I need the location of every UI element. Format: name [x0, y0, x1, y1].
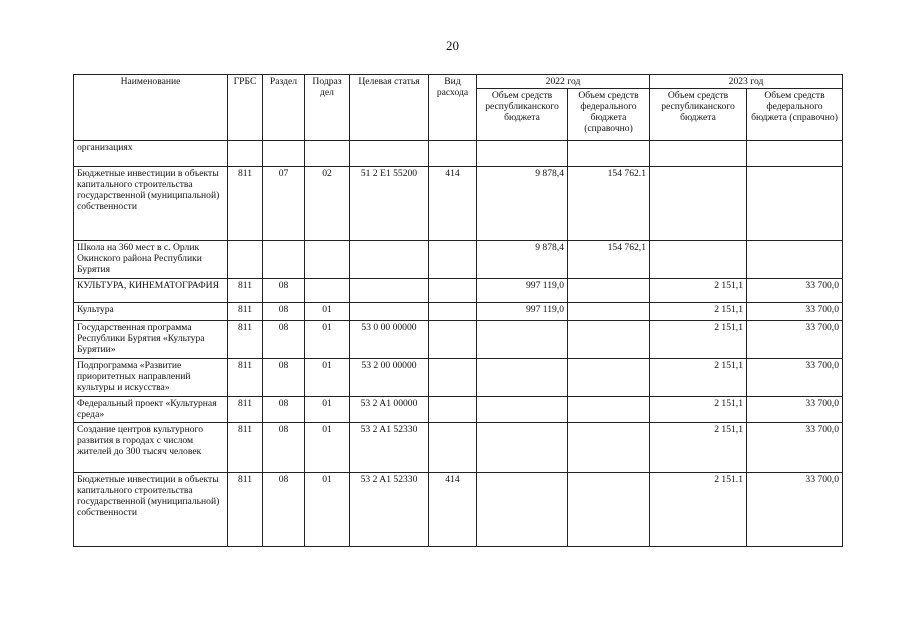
cell-section: 08: [263, 279, 305, 303]
table-row: [74, 397, 843, 423]
table-row: [74, 303, 843, 321]
cell-rep-2022: [477, 359, 568, 397]
cell-section: 08: [263, 303, 305, 321]
cell-rep-2022: [477, 141, 568, 167]
cell-subsection: [305, 279, 350, 303]
cell-fed-2023: 33 700,0: [747, 397, 843, 423]
cell-rep-2023: 2 151,1: [650, 423, 747, 473]
cell-target: 51 2 E1 55200: [350, 167, 429, 241]
cell-subsection: 01: [305, 397, 350, 423]
cell-target: 53 2 A1 52330: [350, 423, 429, 473]
header-rep-budget-2022: Объем средств республиканского бюджета: [477, 89, 568, 141]
cell-section: [263, 141, 305, 167]
table-row: [74, 359, 843, 397]
budget-table: [73, 74, 843, 547]
cell-rep-2023: 2 151,1: [650, 397, 747, 423]
cell-type: [429, 279, 477, 303]
header-fed-budget-2023: Объем средств федерального бюджета (справочно): [747, 89, 843, 141]
cell-name: Создание центров культурного развития в городах с числом жителей до 300 тысяч человек: [74, 423, 228, 473]
cell-fed-2022: [568, 473, 650, 547]
cell-name: Бюджетные инвестиции в объекты капитального строительства государственной (муниципальной) собственности: [74, 167, 228, 241]
cell-rep-2023: [650, 141, 747, 167]
table-row: [74, 167, 843, 241]
cell-target: [350, 141, 429, 167]
table-row: [74, 423, 843, 473]
cell-name: Культура: [74, 303, 228, 321]
cell-fed-2022: [568, 303, 650, 321]
cell-rep-2023: 2 151.1: [650, 473, 747, 547]
cell-fed-2023: [747, 141, 843, 167]
cell-grbs: 811: [228, 303, 263, 321]
cell-rep-2022: 997 119,0: [477, 279, 568, 303]
cell-type: 414: [429, 167, 477, 241]
cell-subsection: [305, 241, 350, 279]
header-grbs: ГРБС: [228, 75, 263, 141]
cell-fed-2023: 33 700,0: [747, 359, 843, 397]
cell-grbs: 811: [228, 279, 263, 303]
cell-name: Федеральный проект «Культурная среда»: [74, 397, 228, 423]
cell-rep-2022: [477, 321, 568, 359]
header-subsection: Подраз дел: [305, 75, 350, 141]
page-number: 20: [446, 38, 459, 53]
cell-grbs: 811: [228, 359, 263, 397]
cell-section: 08: [263, 473, 305, 547]
cell-type: [429, 397, 477, 423]
table-row: [74, 141, 843, 167]
header-rep-budget-2023: Объем средств республиканского бюджета: [650, 89, 747, 141]
cell-target: [350, 279, 429, 303]
cell-rep-2022: 997 119,0: [477, 303, 568, 321]
cell-fed-2022: [568, 359, 650, 397]
cell-section: 08: [263, 397, 305, 423]
cell-section: 08: [263, 321, 305, 359]
cell-grbs: [228, 241, 263, 279]
cell-name: Подпрограмма «Развитие приоритетных направлений культуры и искусства»: [74, 359, 228, 397]
cell-fed-2022: 154 762,1: [568, 241, 650, 279]
cell-grbs: 811: [228, 473, 263, 547]
cell-fed-2023: 33 700,0: [747, 321, 843, 359]
cell-fed-2023: 33 700,0: [747, 303, 843, 321]
table-row: [74, 279, 843, 303]
cell-target: 53 2 00 00000: [350, 359, 429, 397]
cell-grbs: 811: [228, 167, 263, 241]
cell-rep-2022: 9 878,4: [477, 241, 568, 279]
cell-rep-2023: [650, 241, 747, 279]
cell-subsection: 02: [305, 167, 350, 241]
cell-type: 414: [429, 473, 477, 547]
cell-grbs: [228, 141, 263, 167]
table-row: [74, 241, 843, 279]
cell-rep-2023: 2 151,1: [650, 359, 747, 397]
cell-target: [350, 241, 429, 279]
cell-name: организациях: [74, 141, 228, 167]
cell-rep-2022: [477, 397, 568, 423]
cell-target: 53 2 A1 52330: [350, 473, 429, 547]
table-row: [74, 321, 843, 359]
cell-target: [350, 303, 429, 321]
cell-section: 07: [263, 167, 305, 241]
cell-section: 08: [263, 359, 305, 397]
cell-type: [429, 241, 477, 279]
cell-subsection: 01: [305, 473, 350, 547]
cell-rep-2023: 2 151,1: [650, 279, 747, 303]
cell-target: 53 0 00 00000: [350, 321, 429, 359]
cell-subsection: 01: [305, 423, 350, 473]
cell-fed-2023: 33 700,0: [747, 279, 843, 303]
cell-fed-2022: [568, 397, 650, 423]
header-name: Наименование: [74, 75, 228, 141]
cell-rep-2023: 2 151,1: [650, 321, 747, 359]
header-expense-type: Вид расхода: [429, 75, 477, 141]
header-target: Целевая статья: [350, 75, 429, 141]
cell-type: [429, 321, 477, 359]
cell-subsection: 01: [305, 321, 350, 359]
cell-fed-2022: [568, 279, 650, 303]
cell-type: [429, 141, 477, 167]
cell-fed-2022: [568, 423, 650, 473]
cell-fed-2023: [747, 241, 843, 279]
cell-section: [263, 241, 305, 279]
cell-fed-2023: 33 700,0: [747, 473, 843, 547]
cell-type: [429, 359, 477, 397]
cell-name: Школа на 360 мест в с. Орлик Окинского района Республики Бурятия: [74, 241, 228, 279]
cell-fed-2023: 33 700,0: [747, 423, 843, 473]
header-year-2023: 2023 год: [650, 75, 843, 89]
cell-section: 08: [263, 423, 305, 473]
cell-subsection: [305, 141, 350, 167]
header-fed-budget-2022: Объем средств федерального бюджета (справочно): [568, 89, 650, 141]
cell-fed-2023: [747, 167, 843, 241]
cell-type: [429, 303, 477, 321]
cell-rep-2022: 9 878,4: [477, 167, 568, 241]
cell-grbs: 811: [228, 321, 263, 359]
cell-subsection: 01: [305, 359, 350, 397]
cell-rep-2023: 2 151,1: [650, 303, 747, 321]
header-year-2022: 2022 год: [477, 75, 650, 89]
cell-rep-2023: [650, 167, 747, 241]
cell-name: Государственная программа Республики Бурятия «Культура Бурятии»: [74, 321, 228, 359]
cell-fed-2022: [568, 321, 650, 359]
cell-subsection: 01: [305, 303, 350, 321]
cell-target: 53 2 A1 00000: [350, 397, 429, 423]
cell-rep-2022: [477, 423, 568, 473]
cell-name: Бюджетные инвестиции в объекты капитального строительства государственной (муниципальной) собственности: [74, 473, 228, 547]
cell-fed-2022: [568, 141, 650, 167]
cell-grbs: 811: [228, 397, 263, 423]
cell-rep-2022: [477, 473, 568, 547]
cell-fed-2022: 154 762.1: [568, 167, 650, 241]
cell-grbs: 811: [228, 423, 263, 473]
header-section: Раздел: [263, 75, 305, 141]
cell-name: КУЛЬТУРА, КИНЕМАТОГРАФИЯ: [74, 279, 228, 303]
table-row: [74, 473, 843, 547]
cell-type: [429, 423, 477, 473]
